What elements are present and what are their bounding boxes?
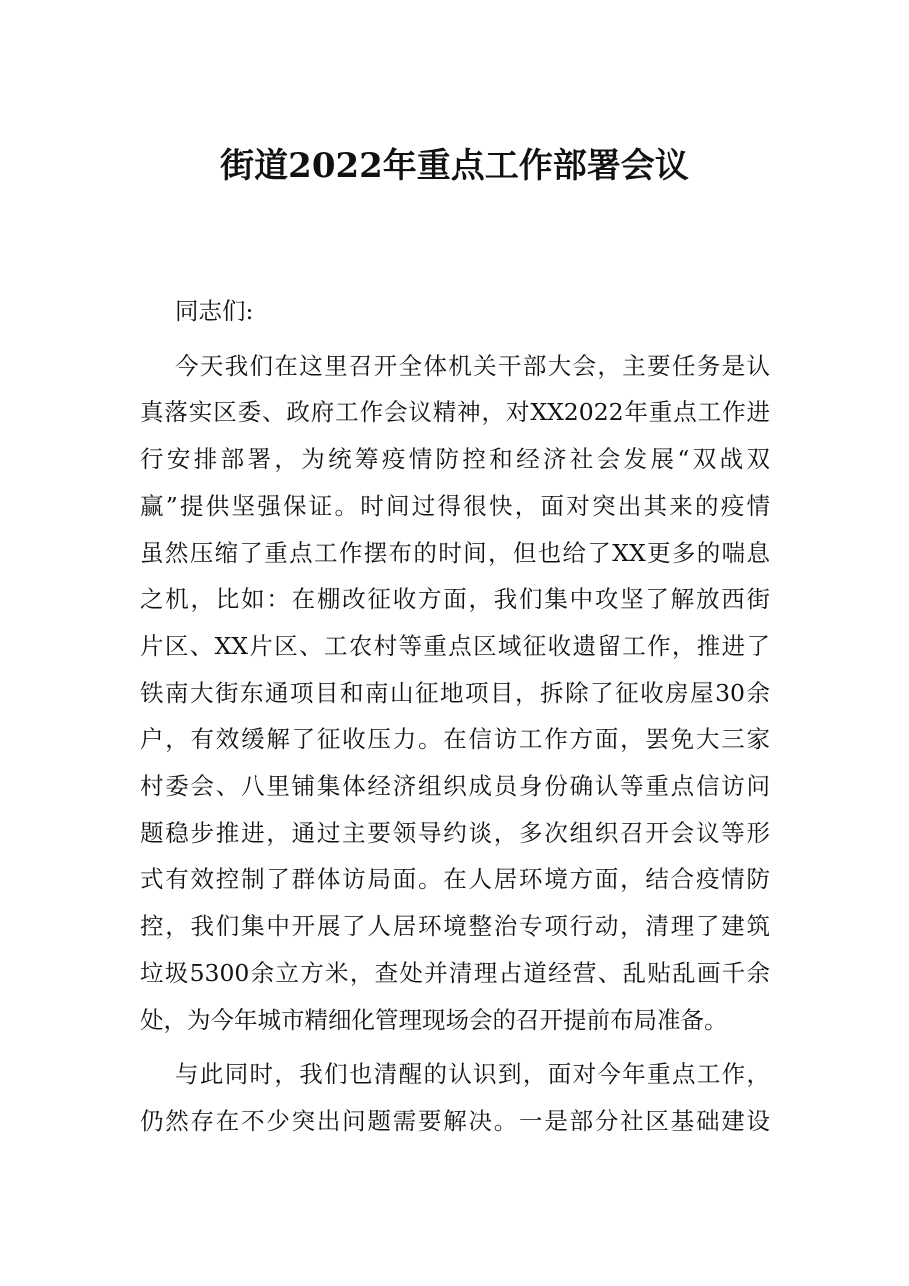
paragraph-line: 与此同时，我们也清醒的认识到，面对今年重点工作， [175,1060,770,1089]
paragraph-line: 行安排部署，为统筹疫情防控和经济社会发展“双战双 [140,445,770,474]
salutation: 同志们: [175,297,254,325]
paragraph-line: 题稳步推进，通过主要领导约谈，多次组织召开会议等形 [140,818,770,847]
document-title: 街道2022年重点工作部署会议 [220,146,689,186]
paragraph-line: 村委会、八里铺集体经济组织成员身份确认等重点信访问 [140,772,770,801]
paragraph-line: 片区、XX片区、工农村等重点区域征收遗留工作，推进了 [140,631,770,660]
paragraph-line: 之机，比如：在棚改征收方面，我们集中攻坚了解放西街 [140,585,770,614]
paragraph-line: 赢”提供坚强保证。时间过得很快，面对突出其来的疫情 [140,491,770,520]
paragraph-2 [140,1051,770,1144]
paragraph-line: 式有效控制了群体访局面。在人居环境方面，结合疫情防 [140,865,770,894]
paragraph-line: 户，有效缓解了征收压力。在信访工作方面，罢免大三家 [140,725,770,754]
paragraph-1 [140,343,770,1044]
paragraph-line: 垃圾5300余立方米，查处并清理占道经营、乱贴乱画千余 [140,958,770,987]
paragraph-line: 今天我们在这里召开全体机关干部大会，主要任务是认 [175,351,770,380]
paragraph-line: 虽然压缩了重点工作摆布的时间，但也给了XX更多的喘息 [140,538,770,567]
paragraph-line: 仍然存在不少突出问题需要解决。一是部分社区基础建设 [140,1106,770,1135]
paragraph-line: 处，为今年城市精细化管理现场会的召开提前布局准备。 [140,1005,728,1034]
paragraph-line: 真落实区委、政府工作会议精神，对XX2022年重点工作进 [140,398,770,427]
document-body [140,288,770,1145]
paragraph-line: 控，我们集中开展了人居环境整治专项行动，清理了建筑 [140,912,770,941]
paragraph-line: 铁南大街东通项目和南山征地项目，拆除了征收房屋30余 [140,678,770,707]
